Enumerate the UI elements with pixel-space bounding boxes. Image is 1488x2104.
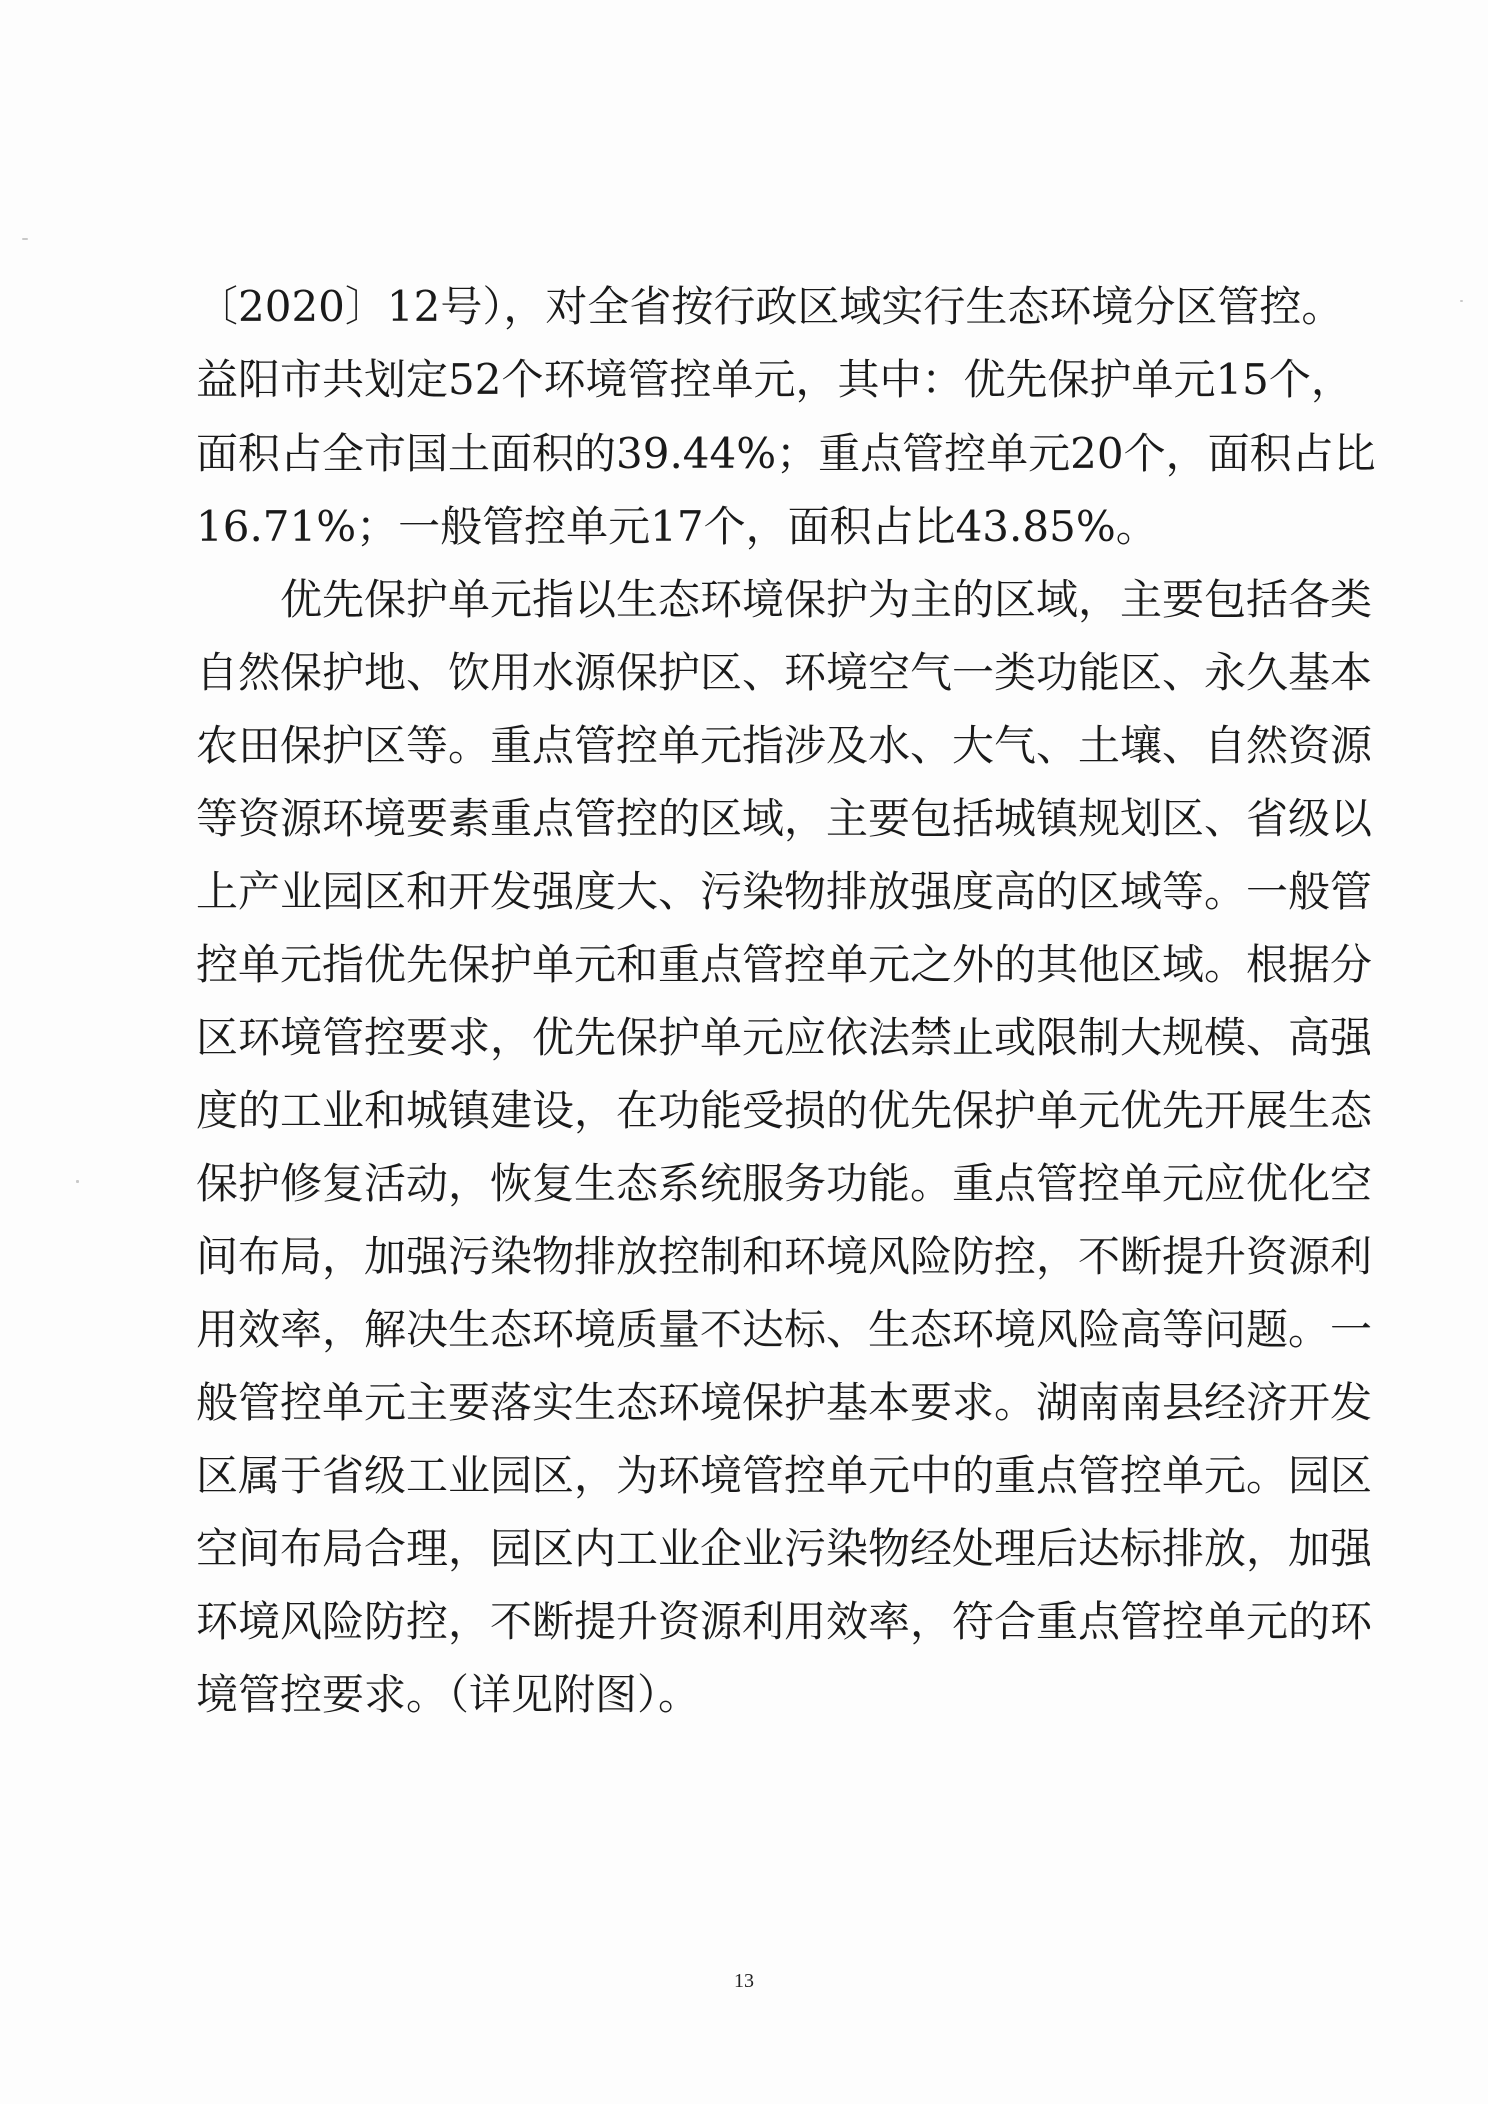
scan-speck <box>1460 300 1463 302</box>
text-line: 般管控单元主要落实生态环境保护基本要求。湖南南县经济开发 <box>196 1378 1373 1427</box>
text-line: 境管控要求。（详见附图）。 <box>196 1670 701 1719</box>
scan-speck <box>22 238 28 240</box>
text-line: 上产业园区和开发强度大、污染物排放强度高的区域等。一般管 <box>196 867 1373 916</box>
page-number: 13 <box>734 1970 754 1992</box>
text-line: 环境风险防控，不断提升资源利用效率，符合重点管控单元的环 <box>196 1597 1373 1646</box>
text-line: 16.71%；一般管控单元17个，面积占比43.85%。 <box>196 502 1158 551</box>
text-line: 区环境管控要求，优先保护单元应依法禁止或限制大规模、高强 <box>196 1013 1373 1062</box>
text-line: 控单元指优先保护单元和重点管控单元之外的其他区域。根据分 <box>196 940 1373 989</box>
text-line: 区属于省级工业园区，为环境管控单元中的重点管控单元。园区 <box>196 1451 1373 1500</box>
text-line: 度的工业和城镇建设，在功能受损的优先保护单元优先开展生态 <box>196 1086 1373 1135</box>
text-line: 农田保护区等。重点管控单元指涉及水、大气、土壤、自然资源 <box>196 721 1373 770</box>
text-line: 保护修复活动，恢复生态系统服务功能。重点管控单元应优化空 <box>196 1159 1373 1208</box>
text-line: 空间布局合理，园区内工业企业污染物经处理后达标排放，加强 <box>196 1524 1373 1573</box>
text-line: 益阳市共划定52个环境管控单元，其中：优先保护单元15个， <box>196 355 1353 404</box>
text-line: 用效率，解决生态环境质量不达标、生态环境风险高等问题。一 <box>196 1305 1373 1354</box>
text-line: 自然保护地、饮用水源保护区、环境空气一类功能区、永久基本 <box>196 648 1373 697</box>
text-line: 面积占全市国土面积的39.44%；重点管控单元20个，面积占比 <box>196 429 1376 478</box>
text-line: 〔2020〕12号），对全省按行政区域实行生态环境分区管控。 <box>196 282 1344 331</box>
text-line: 等资源环境要素重点管控的区域，主要包括城镇规划区、省级以 <box>196 794 1373 843</box>
scan-speck <box>76 1180 79 1183</box>
text-line: 间布局，加强污染物排放控制和环境风险防控，不断提升资源利 <box>196 1232 1373 1281</box>
paragraph-first-line: 优先保护单元指以生态环境保护为主的区域，主要包括各类 <box>280 575 1373 624</box>
